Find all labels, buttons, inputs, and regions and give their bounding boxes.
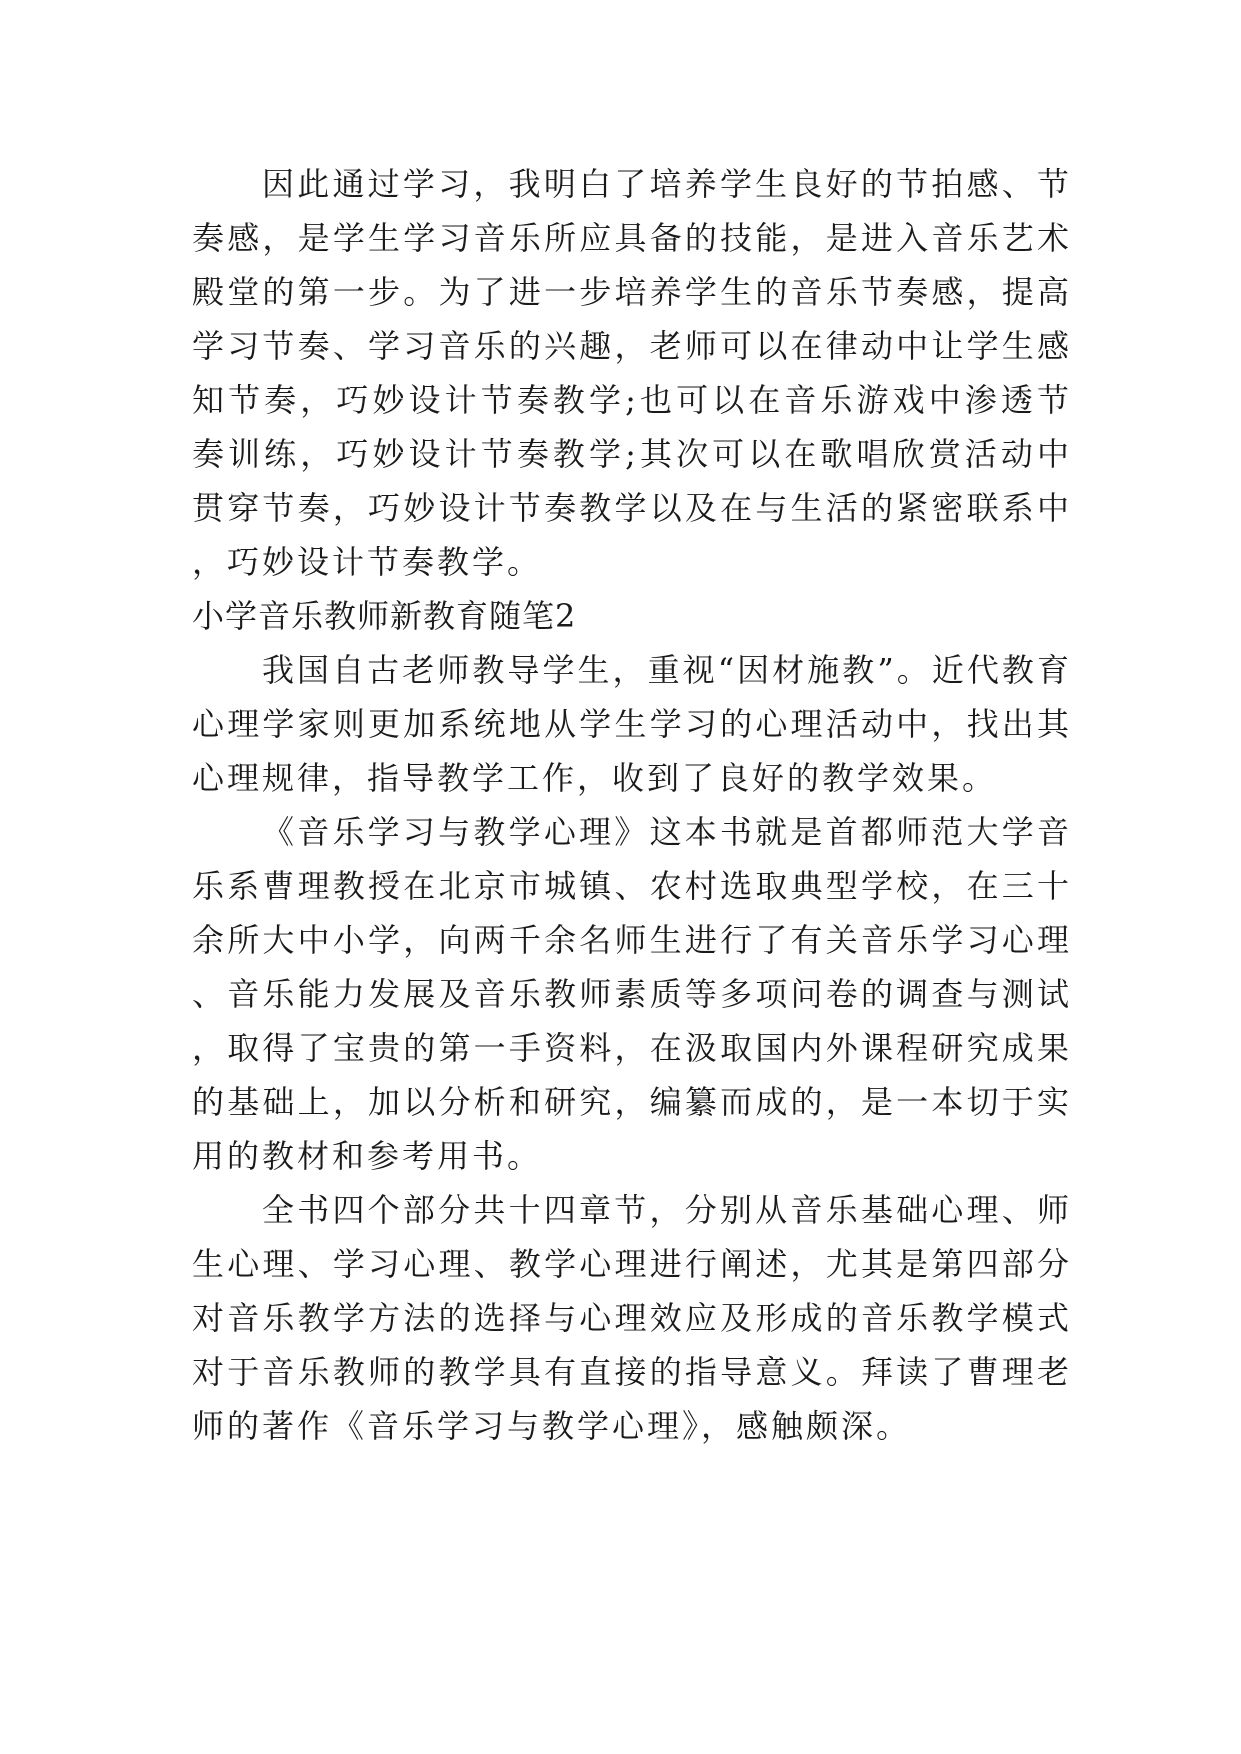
paragraph-rhythm-summary: 因此通过学习，我明白了培养学生良好的节拍感、节奏感，是学生学习音乐所应具备的技能，是进入音乐艺术殿堂的第一步。为了进一步培养学生的音乐节奏感，提高学习节奏、学习音乐的兴趣，老师可以在律动中让学生感知节奏，巧妙设计节奏教学;也可以在音乐游戏中渗透节奏训练，巧妙设计节奏教学;其次可以在歌唱欣赏活动中贯穿节奏，巧妙设计节奏教学以及在与生活的紧密联系中，巧妙设计节奏教学。 (192, 165, 1072, 581)
document-body (192, 157, 1072, 1453)
paragraph-book-introduction: 《音乐学习与教学心理》这本书就是首都师范大学音乐系曹理教授在北京市城镇、农村选取典型学校，在三十余所大中小学，向两千余名师生进行了有关音乐学习心理、音乐能力发展及音乐教师素质等多项问卷的调查与测试，取得了宝贵的第一手资料，在汲取国内外课程研究成果的基础上，加以分析和研究，编纂而成的，是一本切于实用的教材和参考用书。 (192, 813, 1072, 1175)
section-heading: 小学音乐教师新教育随笔2 (192, 597, 577, 635)
paragraph-teaching-tradition: 我国自古老师教导学生，重视“因材施教”。近代教育心理学家则更加系统地从学生学习的心理活动中，找出其心理规律，指导教学工作，收到了良好的教学效果。 (192, 651, 1072, 797)
paragraph-book-structure: 全书四个部分共十四章节，分别从音乐基础心理、师生心理、学习心理、教学心理进行阐述，尤其是第四部分对音乐教学方法的选择与心理效应及形成的音乐教学模式对于音乐教师的教学具有直接的指导意义。拜读了曹理老师的著作《音乐学习与教学心理》，感触颇深。 (192, 1191, 1072, 1445)
